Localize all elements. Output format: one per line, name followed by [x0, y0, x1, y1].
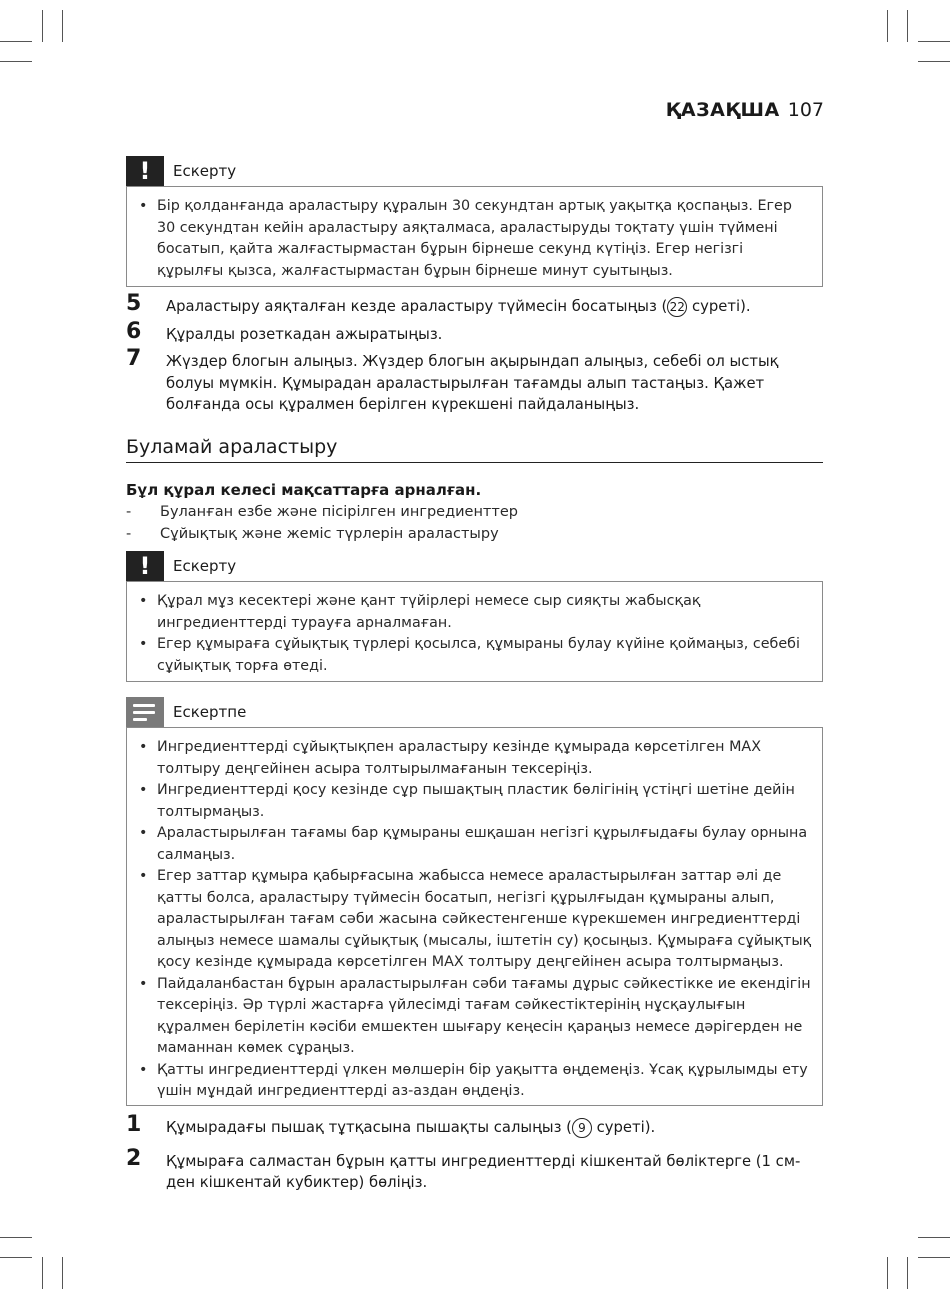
warning-heading: [126, 551, 236, 581]
note-item: • Пайдаланбастан бұрын араластырылған сәби тағамы дұрыс сәйкестікке ие екендігін тексеріңіз. Әр түрлі жастарға үйлесімді тағам сәйкестіктерінің нұсқаулығын құралмен берілетін кәсіби емшектен шығару кеңесін қараңыз немесе дәрігерден не маманнан көмек сұраңыз.: [135, 974, 814, 1060]
purpose-block: [126, 481, 826, 545]
note-item: • Ингредиенттерді сұйықтықпен араластыру кезінде құмырада көрсетілген MAX толтыру деңгейінен асыра толтырылмағанын тексеріңіз.: [135, 737, 814, 780]
language-label: ҚАЗАҚША: [665, 99, 780, 121]
crop-mark: [62, 1257, 63, 1289]
step-text: Жүздер блогын алыңыз. Жүздер блогын ақырындап алыңыз, себебі ол ыстық болуы мүмкін. Құмырадан араластырылған тағамды алып тастаңыз. Қажет болғанда осы құралмен берілген күрекшені пайдаланыңыз.: [166, 353, 779, 413]
note-item: • Егер заттар құмыра қабырғасына жабысса немесе араластырылған заттар әлі де қатты болса, араластыру түймесін босатып, негізгі құрылғыдан құмыраны алып, араластырылған тағам сәби жасына сәйкестенгенше күрекшемен ингредиенттерді алыңыз немесе шамалы сұйықтық (мысалы, іштетін су) қосыңыз. Құмыраға сұйықтық қосу кезінде құмырада көрсетілген MAX толтыру деңгейінен асыра толтырмаңыз.: [135, 866, 814, 974]
step-text: суреті).: [687, 298, 751, 315]
warning-item: • Құрал мұз кесектері және қант түйірлері немесе сыр сияқты жабысқақ ингредиенттерді турауға арналмаған.: [135, 591, 814, 634]
warning-heading: [126, 156, 236, 186]
purpose-item-text: Буланған езбе және пісірілген ингредиенттер: [160, 504, 518, 520]
figure-ref: 9: [572, 1118, 592, 1138]
step-item: [126, 1112, 826, 1139]
crop-mark: [42, 1257, 43, 1289]
step-item: [126, 318, 826, 346]
crop-mark: [62, 10, 63, 42]
crop-mark: [0, 61, 32, 62]
note-box: [126, 727, 823, 1106]
purpose-heading: Бұл құрал келесі мақсаттарға арналған.: [126, 481, 482, 499]
note-item: • Қатты ингредиенттерді үлкен мөлшерін бір уақытта өңдемеңіз. Ұсақ құрылымды ету үшін мұндай ингредиенттерді аз-аздан өңдеңіз.: [135, 1060, 814, 1103]
warning-box: [126, 186, 823, 287]
step-item: [126, 291, 826, 318]
step-text: Құмыраға салмастан бұрын қатты ингредиенттерді кішкентай бөліктерге (1 см-ден кішкентай кубиктер) бөліңіз.: [166, 1152, 801, 1191]
step-text: Құмырадағы пышақ тұтқасына пышақты салыңыз (: [166, 1119, 572, 1136]
step-number: 1: [126, 1112, 142, 1137]
note-title: Ескертпе: [173, 703, 247, 721]
note-item: • Араластырылған тағамы бар құмыраны ешқашан негізгі құрылғыдағы булау орнына салмаңыз.: [135, 823, 814, 866]
crop-mark: [907, 1257, 908, 1289]
step-item: [126, 346, 826, 416]
page-header: [666, 99, 824, 121]
crop-mark: [887, 1257, 888, 1289]
crop-mark: [0, 1237, 32, 1238]
warning-title: Ескерту: [173, 162, 237, 180]
exclamation-icon: !: [126, 551, 164, 581]
crop-mark: [918, 1237, 950, 1238]
exclamation-icon: !: [126, 156, 164, 186]
step-text: суреті).: [591, 1119, 656, 1136]
purpose-item: - Сұйықтық және жеміс түрлерін араластыру: [126, 525, 499, 542]
crop-mark: [0, 1257, 32, 1258]
warning-title: Ескерту: [173, 557, 237, 575]
step-list: [126, 1112, 826, 1194]
note-heading: [126, 697, 246, 727]
note-item: • Ингредиенттерді қосу кезінде сұр пышақтың пластик бөлігінің үстіңгі шетіне дейін толтырмаңыз.: [135, 780, 814, 823]
note-lines-icon: [126, 697, 164, 727]
page-number: 107: [787, 99, 824, 121]
crop-mark: [42, 10, 43, 42]
purpose-item: - Буланған езбе және пісірілген ингредиенттер: [126, 504, 518, 520]
step-text: Араластыру аяқталған кезде араластыру түймесін босатыңыз (: [166, 298, 668, 315]
step-text: Құралды розеткадан ажыратыңыз.: [166, 325, 443, 343]
crop-mark: [918, 41, 950, 42]
step-number: 5: [126, 291, 142, 316]
figure-ref: 22: [667, 297, 687, 317]
crop-mark: [887, 10, 888, 42]
warning-box: [126, 581, 823, 682]
warning-item: • Егер құмыраға сұйықтық түрлері қосылса, құмыраны булау күйіне қоймаңыз, себебі сұйықтық торға өтеді.: [135, 634, 814, 677]
step-list: [126, 291, 826, 416]
step-number: 6: [126, 318, 142, 344]
warning-item: • Бір қолданғанда араластыру құралын 30 секундтан артық уақытқа қоспаңыз. Егер 30 секундтан кейін араластыру аяқталмаса, араластыруды тоқтату үшін түймені босатып, қайта жалғастырмастан бұрын бірнеше секунд күтіңіз. Егер негізгі құрылғы қызса, жалғастырмастан бұрын бірнеше минут суытыңыз.: [135, 196, 814, 282]
step-number: 2: [126, 1145, 142, 1171]
crop-mark: [907, 10, 908, 42]
step-number: 7: [126, 346, 142, 371]
crop-mark: [0, 41, 32, 42]
section-title: Буламай араластыру: [126, 436, 823, 463]
purpose-item-text: Сұйықтық және жеміс түрлерін араластыру: [160, 525, 499, 542]
crop-mark: [918, 61, 950, 62]
step-item: [126, 1145, 826, 1194]
crop-mark: [918, 1257, 950, 1258]
